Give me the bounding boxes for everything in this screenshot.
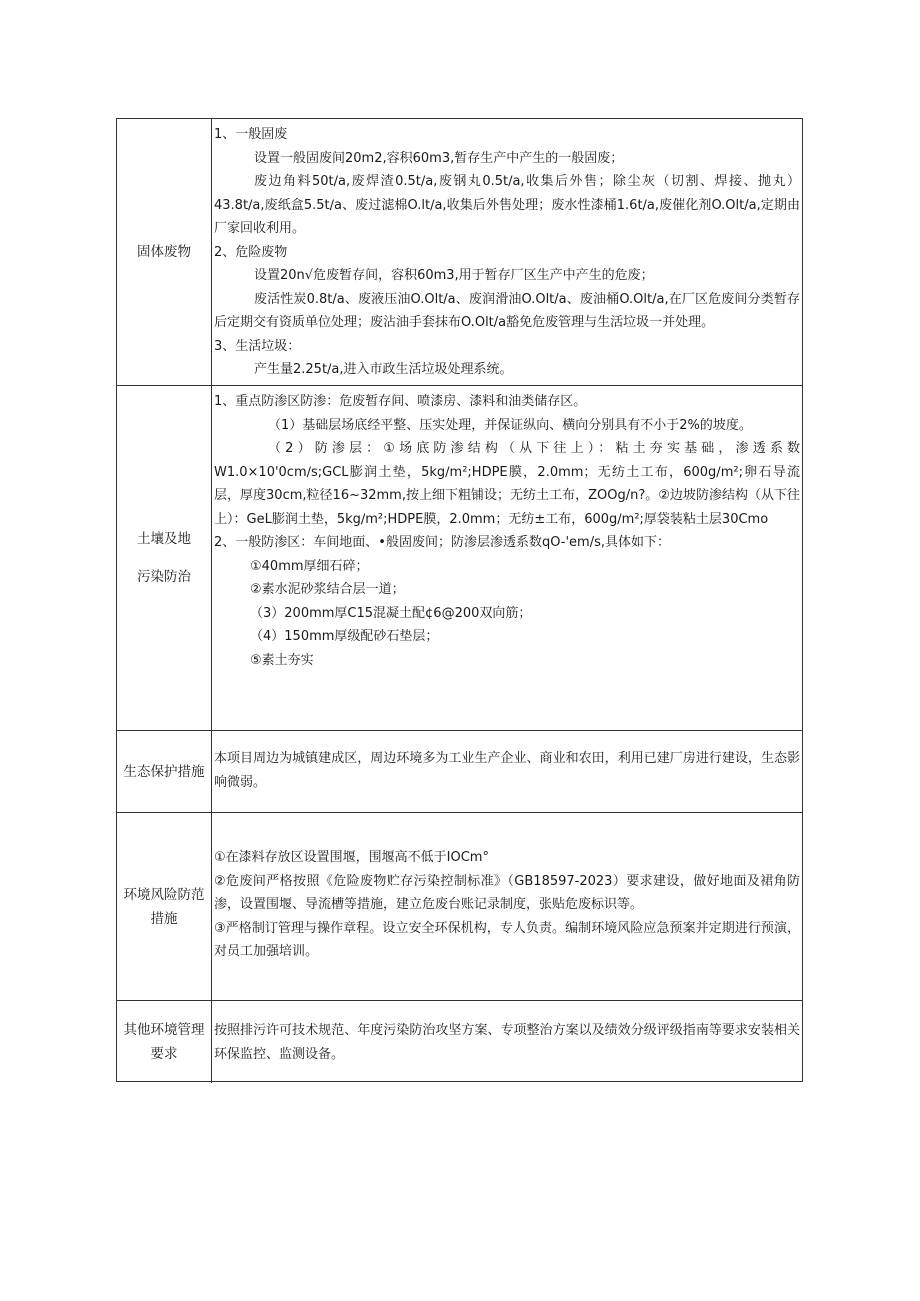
text-line: ①40mm厚细石碎； xyxy=(250,558,369,574)
text-line: ①在漆料存放区设置围堰，围堰高不低于IOCm° xyxy=(214,850,489,865)
label-text: 固体废物 xyxy=(137,244,191,260)
text-line: 设置一般固废间20m2,容积60m3,暂存生产中产生的一般固废； xyxy=(254,150,624,166)
text-line: 废边角料50t∕a,废焊渣0.5t∕a,废钢丸0.5t∕a,收集后外售；除尘灰（切割、焊接、抛丸）43.8t∕a,废纸盒5.5t∕a、废过滤棉O.lt∕a,收集后外售处理；废水性漆桶1.6t∕a,废催化剂O.Olt/a,定期由厂家回收利用。 xyxy=(214,174,800,236)
text-line: （3）200mm厚C15混凝土配¢6@200双向筋； xyxy=(250,605,532,621)
label-other-management xyxy=(117,1001,212,1083)
content-soil-pollution xyxy=(212,386,802,730)
text-line: 1、一般固废 xyxy=(214,127,288,142)
text-line: ③严格制订管理与操作章程。设立安全环保机构，专人负责。编制环境风险应急预案并定期进行预演，对员工加强培训。 xyxy=(214,920,800,959)
label-text: 环境风险防范措施 xyxy=(123,886,205,927)
label-soil-pollution xyxy=(117,386,212,730)
text-line: 本项目周边为城镇建成区，周边环境多为工业生产企业、商业和农田，利用已建厂房进行建设，生态影响微弱。 xyxy=(214,751,800,790)
label-ecological-protection xyxy=(117,731,212,812)
content-ecological-protection xyxy=(212,731,802,812)
row-solid-waste xyxy=(117,119,802,386)
text-line: 产生量2.25t∕a,进入市政生活垃圾处理系统。 xyxy=(254,362,513,377)
text-line: （1）基础层场底经平整、压实处理，并保证纵向、横向分别具有不小于2%的坡度。 xyxy=(268,417,752,433)
text-line: 按照排污许可技术规范、年度污染防治攻坚方案、专项整治方案以及绩效分级评级指南等要求安装相关环保监控、监测设备。 xyxy=(214,1023,800,1062)
text-line: 3、生活垃圾： xyxy=(214,338,301,354)
text-line: 2、一般防渗区：车间地面、•般固废间；防渗层渗透系数qO-'em/s,具体如下： xyxy=(214,535,670,550)
content-environmental-risk xyxy=(212,813,802,1000)
row-environmental-risk xyxy=(117,813,802,1001)
environment-measures-table xyxy=(116,118,803,1082)
text-line: 废活性炭0.8t/a、废液压油O.Olt/a、废润滑油O.Olt/a、废油桶O.Olt/a,在厂区危废间分类暂存后定期交有资质单位处理；废沾油手套抹布O.Olt/a豁免危废管理与生活垃圾一并处理。 xyxy=(214,291,800,330)
text-line: ⑤素土夯实 xyxy=(250,652,314,668)
text-line: （2）防渗层：①场底防渗结构（从下往上）：粘土夯实基础，渗透系数W1.0×10'0cm∕s;GCL膨润土垫，5kg∕m²;HDPE膜，2.0mm；无纺土工布，600g∕m²;卵石导流层，厚度30cm,粒径16~32mm,按上细下粗铺设；无纺土工布，ZOOg/n?。②边坡防渗结构（从下往上）：GeL膨润土垫，5kg∕m²;HDPE膜，2.0mm；无纺±工布，600g∕m²;厚袋装粘土层30Cmo xyxy=(214,441,800,527)
text-line: （4）150mm厚级配砂石垫层； xyxy=(250,629,439,644)
row-ecological-protection xyxy=(117,731,802,813)
label-environmental-risk xyxy=(117,813,212,1000)
label-text: 生态保护措施 xyxy=(123,763,205,780)
row-other-management xyxy=(117,1001,802,1083)
content-other-management xyxy=(212,1001,802,1083)
text-line: 设置20n√危废暂存间，容积60m3,用于暂存厂区生产中产生的危废； xyxy=(254,268,654,283)
label-text: 其他环境管理要求 xyxy=(123,1022,205,1062)
label-text: 土壤及地 xyxy=(137,531,191,547)
text-line: 2、危险废物 xyxy=(214,244,288,260)
label-solid-waste xyxy=(117,119,212,385)
label-text: 污染防治 xyxy=(137,569,191,585)
text-line: ②素水泥砂浆结合层一道； xyxy=(250,582,405,597)
row-soil-pollution xyxy=(117,386,802,731)
text-line: ②危废间严格按照《危险废物贮存污染控制标准》（GB18597-2023）要求建设，做好地面及裙角防渗，设置围堰、导流槽等措施，建立危废台账记录制度，张贴危废标识等。 xyxy=(214,873,800,912)
text-line: 1、重点防渗区防渗：危废暂存间、喷漆房、漆料和油类储存区。 xyxy=(214,394,587,409)
content-solid-waste xyxy=(212,119,802,385)
